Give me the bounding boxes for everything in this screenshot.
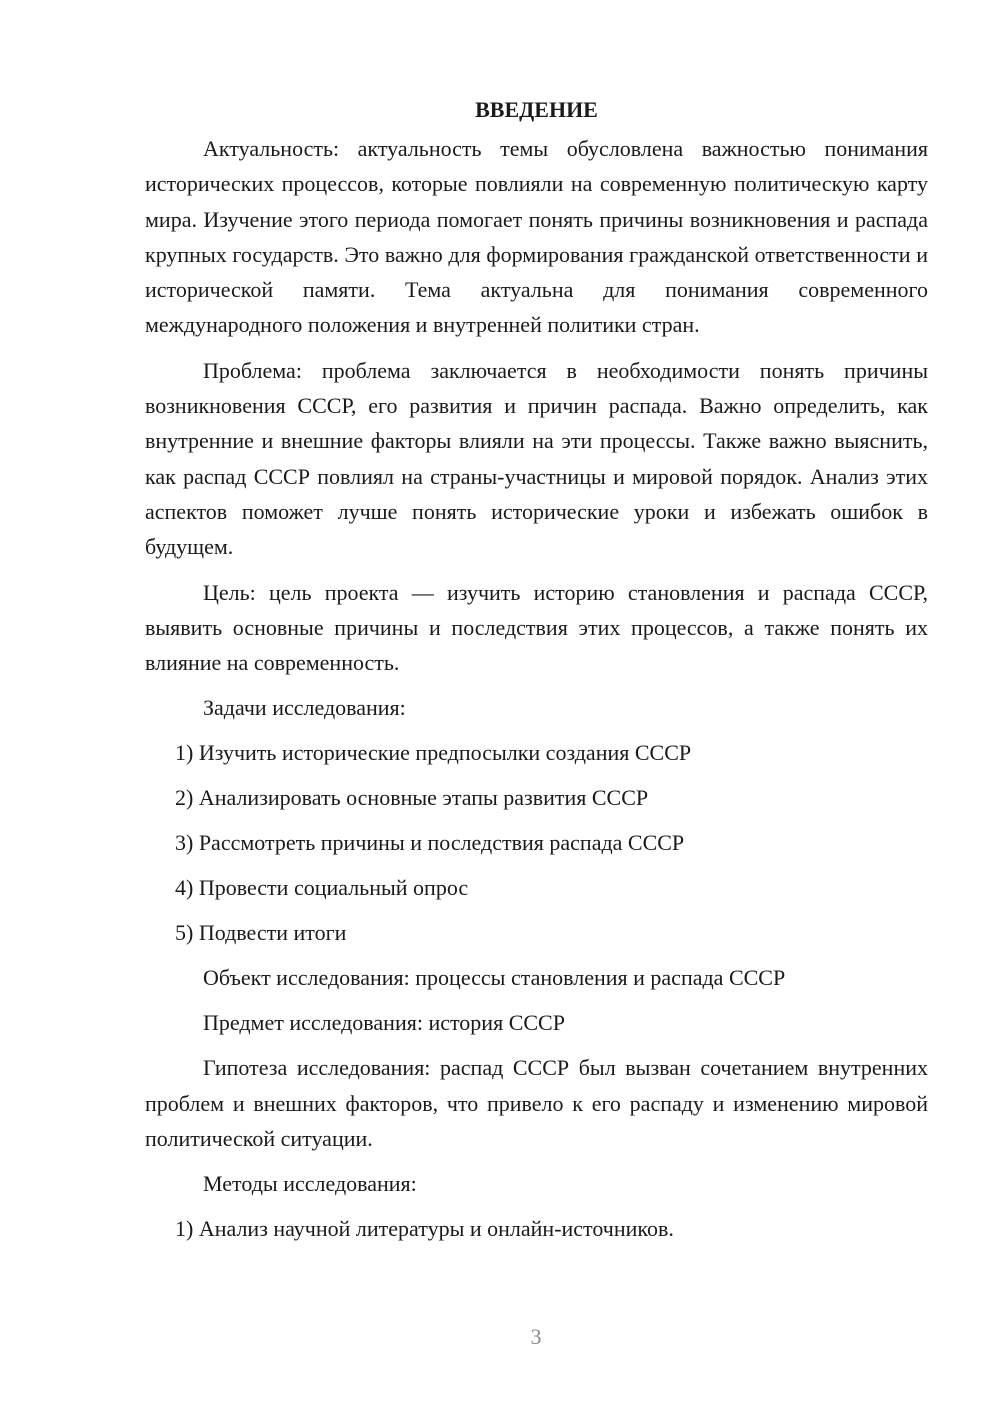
tasks-title: Задачи исследования: xyxy=(203,695,406,721)
document-page xyxy=(145,92,928,1256)
task-item: 5) Подвести итоги xyxy=(175,920,347,946)
task-item: 1) Изучить исторические предпосылки создания СССР xyxy=(175,740,692,766)
research-object: Объект исследования: процессы становления и распада СССР xyxy=(203,965,786,991)
research-subject: Предмет исследования: история СССР xyxy=(203,1010,565,1036)
task-item: 2) Анализировать основные этапы развития СССР xyxy=(175,785,649,811)
method-item: 1) Анализ научной литературы и онлайн-источников. xyxy=(175,1216,674,1242)
methods-title: Методы исследования: xyxy=(203,1171,417,1197)
task-item: 4) Провести социальный опрос xyxy=(175,875,469,901)
problem-paragraph: Проблема: проблема заключается в необходимости понять причины возникновения СССР, его развития и причин распада. Важно определить, как внутренние и внешние факторы влияли на эти процессы. Также важно выяснить, как распад СССР повлиял на страны-участницы и мировой порядок. Анализ этих аспектов поможет лучше понять исторические уроки и избежать ошибок в будущем. xyxy=(145,357,928,560)
relevance-paragraph: Актуальность: актуальность темы обусловлена важностью понимания исторических процессов, которые повлияли на современную политическую карту мира. Изучение этого периода помогает понять причины возникновения и распада крупных государств. Это важно для формирования гражданской ответственности и исторической памяти. Тема актуальна для понимания современного международного положения и внутренней политики стран. xyxy=(145,136,928,338)
goal-paragraph: Цель: цель проекта — изучить историю становления и распада СССР, выявить основные причины и последствия этих процессов, а также понять их влияние на современность. xyxy=(145,579,928,676)
section-heading: ВВЕДЕНИЕ xyxy=(475,97,598,122)
page-number: 3 xyxy=(530,1324,542,1349)
hypothesis-paragraph: Гипотеза исследования: распад СССР был вызван сочетанием внутренних проблем и внешних факторов, что привело к его распаду и изменению мировой политической ситуации. xyxy=(145,1055,928,1152)
task-item: 3) Рассмотреть причины и последствия распада СССР xyxy=(175,830,685,856)
